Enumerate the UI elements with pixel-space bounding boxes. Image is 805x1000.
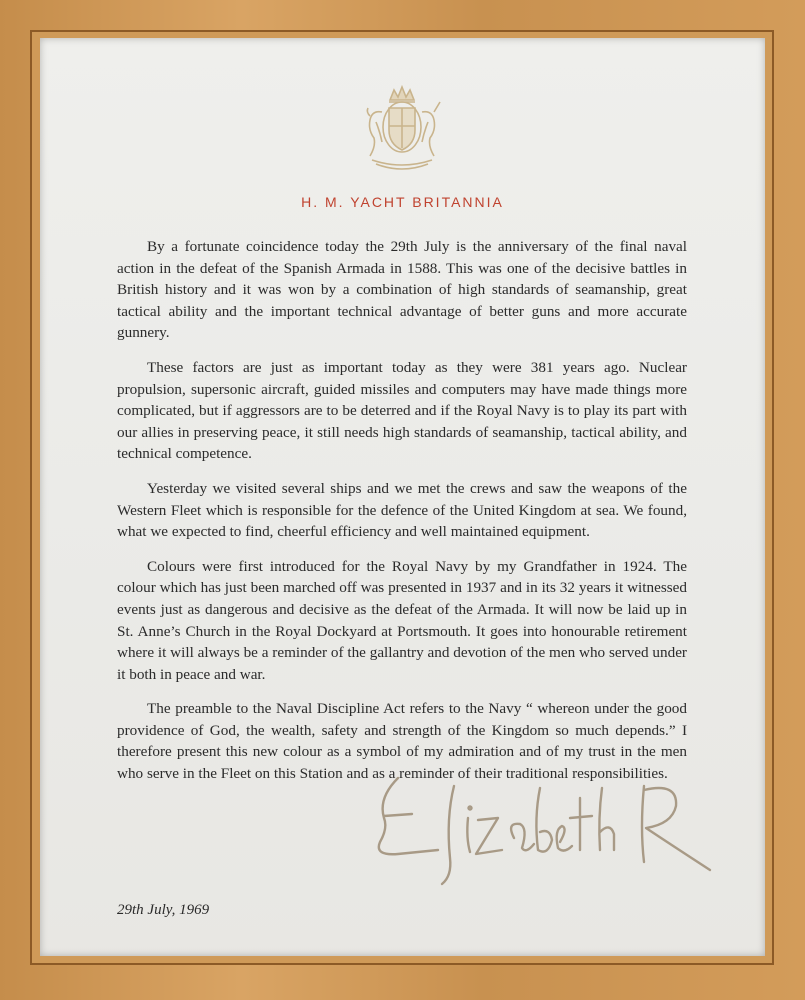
- letter-body: [117, 236, 687, 798]
- handwritten-signature: [358, 758, 718, 898]
- letterhead-title: H. M. YACHT BRITANNIA: [301, 194, 504, 210]
- paragraph-5: The preamble to the Naval Discipline Act refers to the Navy “ whereon under the good providence of God, the wealth, safety and strength of the Kingdom so much depends.” I therefore present this new colour as a symbol of my admiration and of my trust in the men who serve in the Fleet on this Station and as a reminder of their traditional responsibilities.: [117, 700, 687, 783]
- royal-crest-icon: [356, 82, 448, 174]
- paragraph-2: These factors are just as important today as they were 381 years ago. Nuclear propulsion, supersonic aircraft, guided missiles and computers may have made things more complicated, but if aggressors are to be deterred and if the Royal Navy is to play its part with our allies in preserving peace, it still needs high standards of seamanship, tactical ability, and technical competence.: [117, 358, 687, 463]
- letter-date: 29th July, 1969: [117, 902, 210, 918]
- paragraph-3: Yesterday we visited several ships and we met the crews and saw the weapons of the Western Fleet which is responsible for the defence of the United Kingdom at sea. We found, what we expected to find, cheerful efficiency and well maintained equipment.: [117, 479, 687, 541]
- paragraph-4: Colours were first introduced for the Royal Navy by my Grandfather in 1924. The colour which has just been marched off was presented in 1937 and in its 32 years it witnessed events just as dangerous and decisive as the defeat of the Armada. It will now be laid up in St. Anne’s Church in the Royal Dockyard at Portsmouth. It goes into honourable retirement where it will always be a reminder of the gallantry and devotion of the men who served under it both in peace and war.: [117, 557, 687, 683]
- letter-paper: [40, 38, 765, 956]
- paragraph-1: By a fortunate coincidence today the 29th July is the anniversary of the final naval action in the defeat of the Spanish Armada in 1588. This was one of the decisive battles in British history and it was won by a combination of high standards of seamanship, great tactical ability and the important technical advantage of better guns and more accurate gunnery.: [117, 238, 687, 342]
